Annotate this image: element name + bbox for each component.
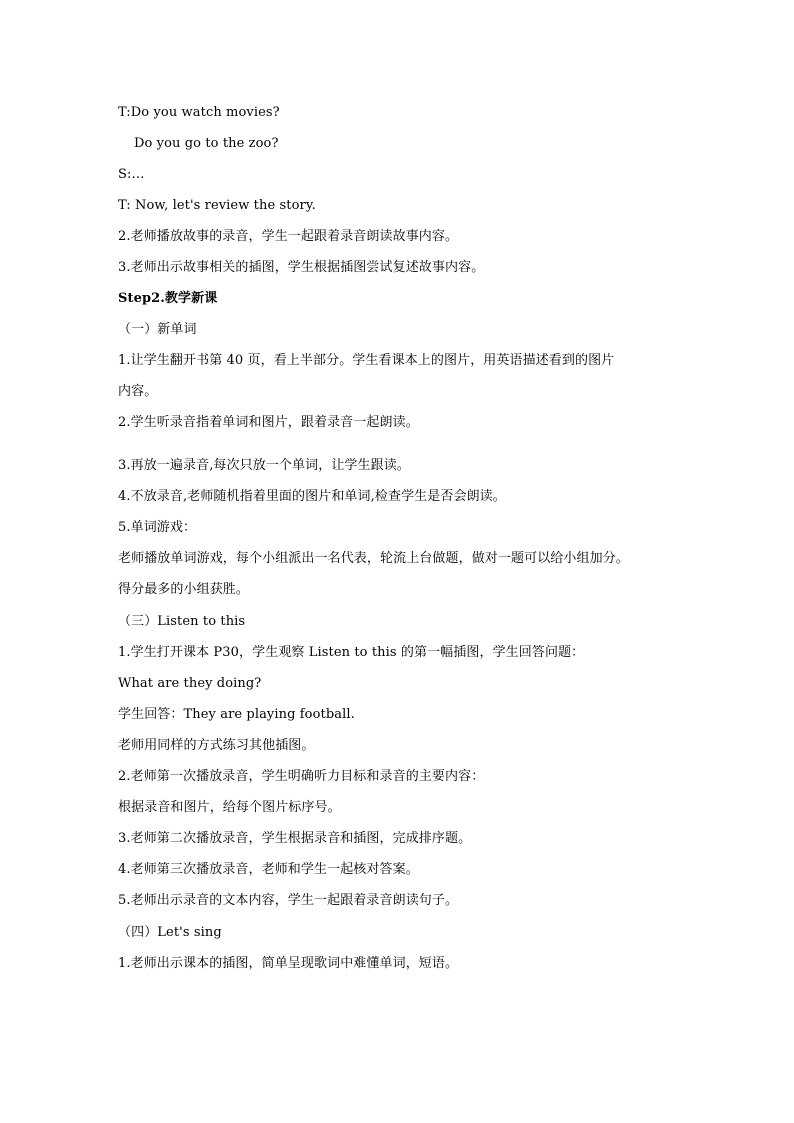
paragraph: 1.学生打开课本 P30，学生观察 Listen to this 的第一幅插图，学生回答问题： — [118, 645, 585, 660]
section-heading: Step2.教学新课 — [118, 291, 218, 306]
paragraph: 学生回答：They are playing football. — [118, 707, 355, 722]
dialogue-teacher-line-3: T: Now, let's review the story. — [118, 198, 316, 213]
subsection-heading: （三）Listen to this — [118, 614, 246, 629]
subsection-heading: （一）新单词 — [118, 322, 197, 337]
paragraph: What are they doing? — [118, 676, 262, 691]
paragraph: 根据录音和图片，给每个图片标序号。 — [118, 800, 341, 815]
paragraph: 3.再放一遍录音,每次只放一个单词，让学生跟读。 — [118, 458, 410, 473]
dialogue-student-line: S:… — [118, 167, 145, 182]
paragraph: 3.老师第二次播放录音，学生根据录音和插图，完成排序题。 — [118, 831, 472, 846]
paragraph: 老师播放单词游戏，每个小组派出一名代表，轮流上台做题，做对一题可以给小组加分。 — [118, 551, 629, 566]
paragraph: 2.老师第一次播放录音，学生明确听力目标和录音的主要内容： — [118, 769, 485, 784]
paragraph: 得分最多的小组获胜。 — [118, 582, 250, 597]
dialogue-teacher-line-2: Do you go to the zoo? — [134, 136, 279, 151]
paragraph: 3.老师出示故事相关的插图，学生根据插图尝试复述故事内容。 — [118, 260, 485, 275]
paragraph: 5.老师出示录音的文本内容，学生一起跟着录音朗读句子。 — [118, 893, 459, 908]
dialogue-teacher-line-1: T:Do you watch movies? — [118, 105, 280, 120]
paragraph: 4.老师第三次播放录音，老师和学生一起核对答案。 — [118, 862, 419, 877]
paragraph: 2.学生听录音指着单词和图片，跟着录音一起朗读。 — [118, 415, 419, 430]
paragraph: 5.单词游戏： — [118, 520, 197, 535]
paragraph: 2.老师播放故事的录音，学生一起跟着录音朗读故事内容。 — [118, 229, 459, 244]
paragraph: 1.让学生翻开书第 40 页，看上半部分。学生看课本上的图片，用英语描述看到的图片 — [118, 353, 615, 368]
paragraph: 1.老师出示课本的插图，简单呈现歌词中难懂单词，短语。 — [118, 956, 459, 971]
paragraph: 4.不放录音,老师随机指着里面的图片和单词,检查学生是否会朗读。 — [118, 489, 506, 504]
paragraph: 内容。 — [118, 384, 158, 399]
paragraph: 老师用同样的方式练习其他插图。 — [118, 738, 315, 753]
subsection-heading: （四）Let's sing — [118, 925, 222, 940]
